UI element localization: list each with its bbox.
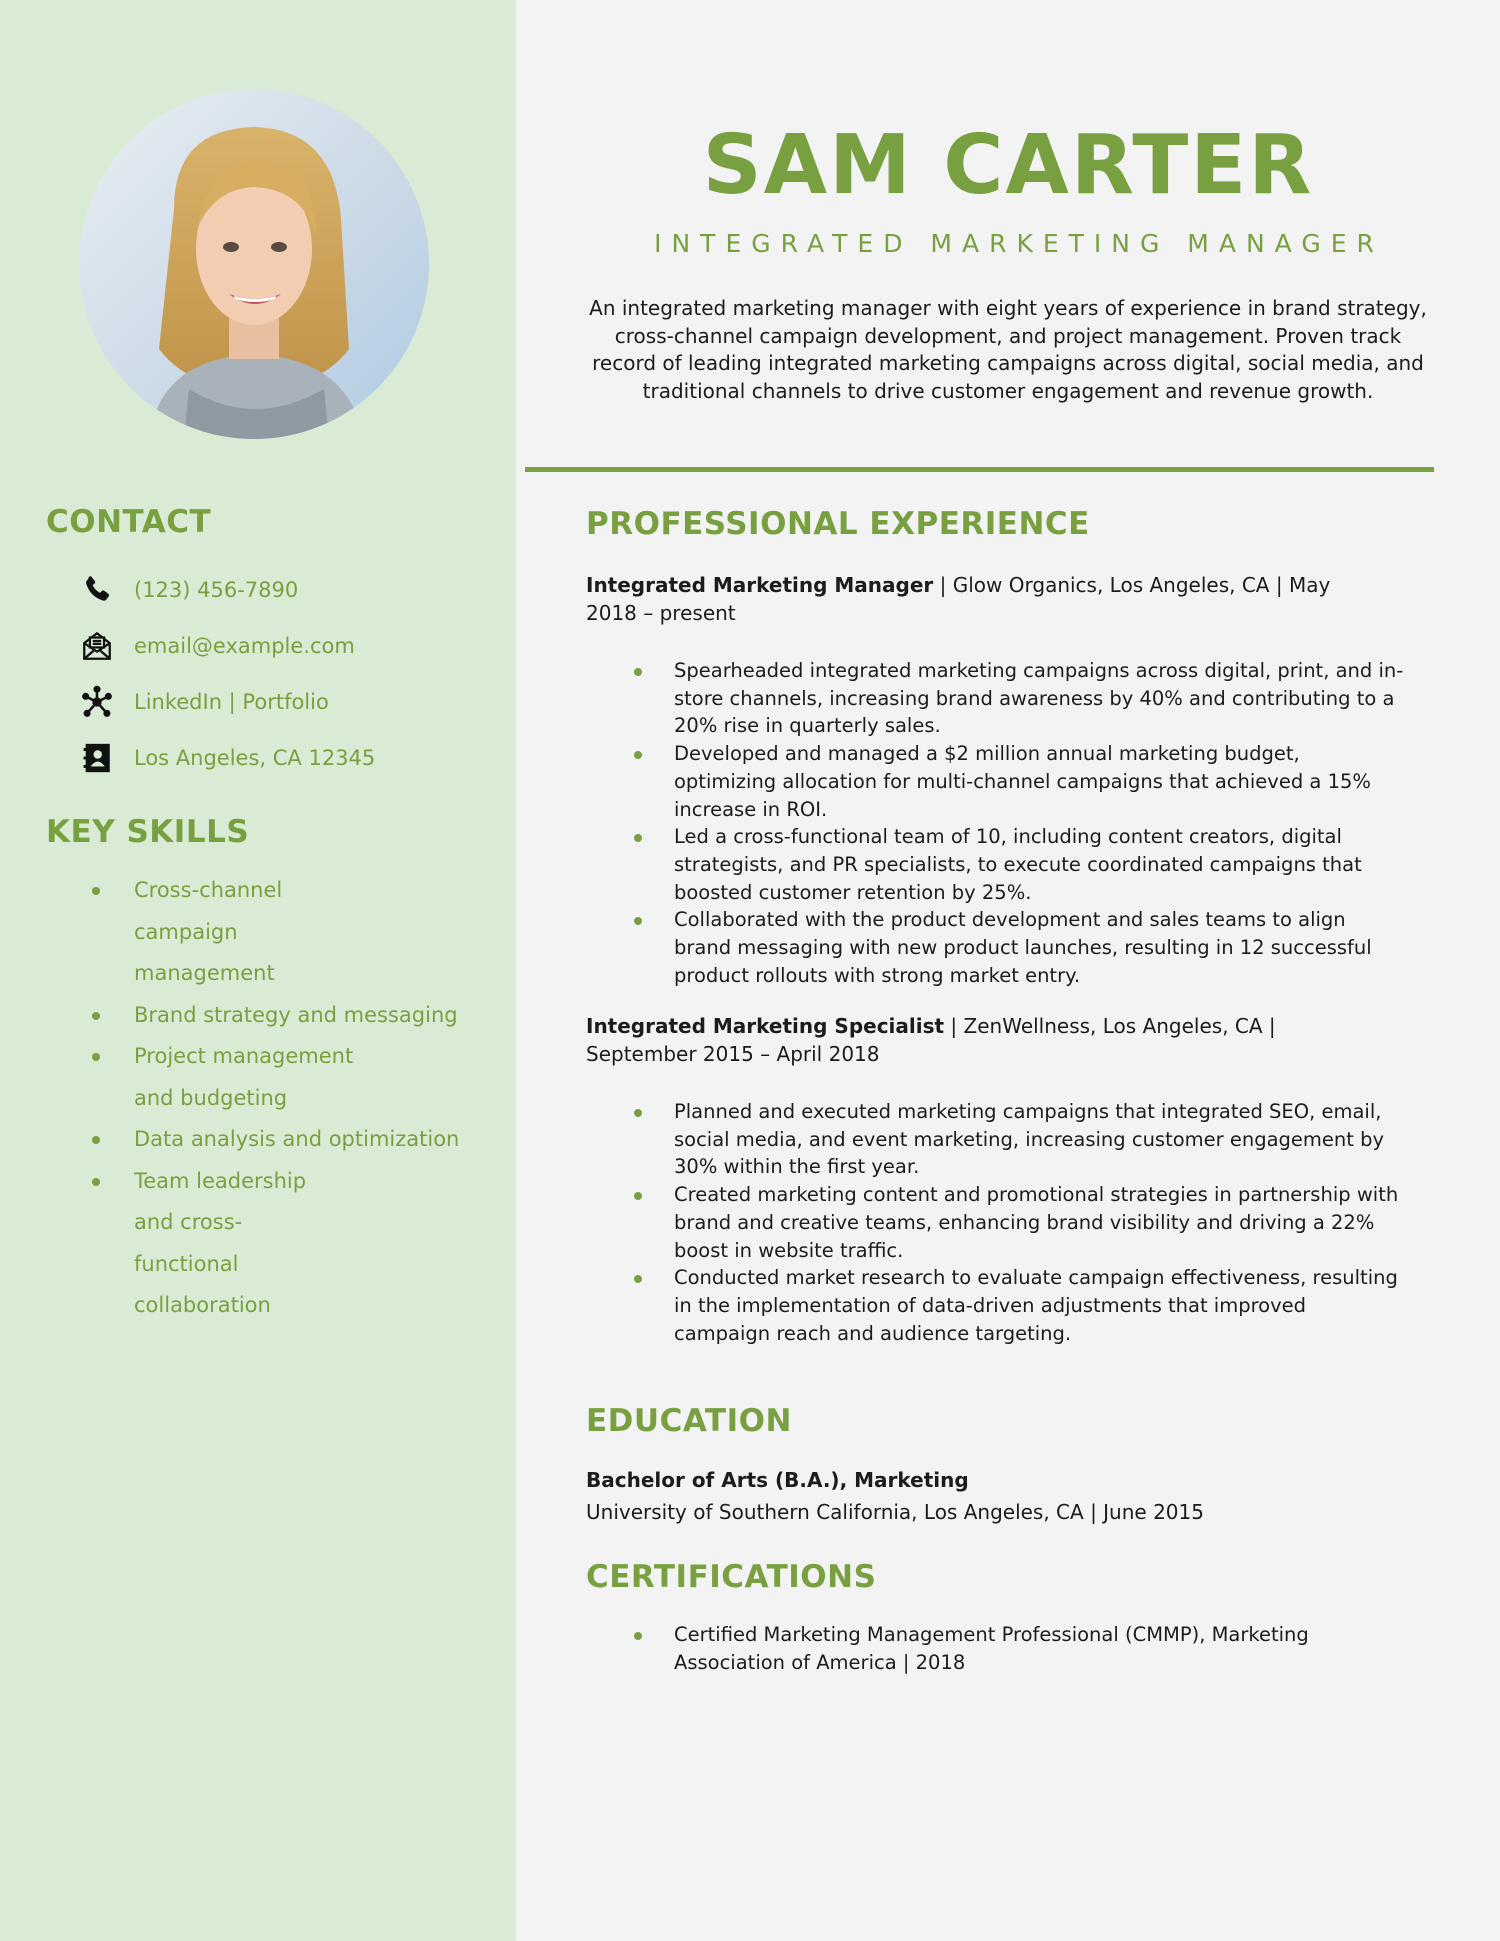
- bullet-item: Conducted market research to evaluate campaign effectiveness, resulting in the implementation of data-driven adjustments that improved campaign reach and audience targeting.: [586, 1264, 1406, 1347]
- contact-address-text: Los Angeles, CA 12345: [134, 746, 376, 770]
- divider: [525, 467, 1434, 472]
- skill-item: Project management and budgeting: [88, 1036, 384, 1119]
- job-bullets: [586, 657, 1406, 989]
- candidate-name: SAM CARTER: [702, 118, 1314, 213]
- summary: An integrated marketing manager with eight years of experience in brand strategy, cross-channel campaign development, and project management. Proven track record of leading integrated marketing campaigns across digital, social media, and traditional channels to drive customer engagement and revenue growth.: [589, 296, 1427, 403]
- job-bullets: [586, 1098, 1406, 1347]
- job-role: Integrated Marketing Specialist: [586, 1014, 945, 1038]
- job-details: | Glow Organics, Los Angeles, CA | May 2018 – present: [586, 573, 1331, 625]
- bullet-item: Developed and managed a $2 million annual marketing budget, optimizing allocation for multi-channel campaigns that achieved a 15% increase in ROI.: [586, 740, 1406, 823]
- experience-heading: PROFESSIONAL EXPERIENCE: [586, 506, 1090, 542]
- certification-item: Certified Marketing Management Professional (CMMP), Marketing Association of America | 2018: [586, 1621, 1406, 1676]
- job-header: [586, 1013, 1386, 1068]
- contact-links: [80, 674, 375, 730]
- contact-address: [80, 730, 375, 786]
- bullet-item: Spearheaded integrated marketing campaigns across digital, print, and in-store channels, increasing brand awareness by 40% and contributing to a 20% rise in quarterly sales.: [586, 657, 1406, 740]
- education-school: University of Southern California, Los Angeles, CA | June 2015: [586, 1500, 1204, 1524]
- job-header: [586, 572, 1386, 627]
- contact-email-text[interactable]: email@example.com: [134, 634, 355, 658]
- skill-item: Brand strategy and messaging: [88, 995, 488, 1037]
- skill-item: Data analysis and optimization: [88, 1119, 488, 1161]
- contact-list: [80, 562, 375, 786]
- address-book-icon: [80, 741, 114, 775]
- job-role: Integrated Marketing Manager: [586, 573, 934, 597]
- network-icon: [80, 685, 114, 719]
- profile-photo: [79, 89, 429, 439]
- certifications-list: [586, 1621, 1406, 1676]
- job-title: INTEGRATED MARKETING MANAGER: [654, 229, 1384, 258]
- skill-item: Cross-channel campaign management: [88, 870, 364, 995]
- envelope-icon: [80, 629, 114, 663]
- contact-phone: [80, 562, 375, 618]
- main-content: [516, 0, 1500, 1941]
- certifications-heading: CERTIFICATIONS: [586, 1559, 877, 1595]
- contact-email: [80, 618, 375, 674]
- skills-heading: KEY SKILLS: [46, 814, 250, 850]
- bullet-item: Planned and executed marketing campaigns that integrated SEO, email, social media, and event marketing, increasing customer engagement by 30% within the first year.: [586, 1098, 1406, 1181]
- skills-list: [88, 870, 488, 1327]
- skill-item: Team leadership and cross-functional collaboration: [88, 1161, 334, 1327]
- phone-icon: [80, 573, 114, 607]
- education-degree: Bachelor of Arts (B.A.), Marketing: [586, 1468, 969, 1492]
- education-heading: EDUCATION: [586, 1403, 792, 1439]
- bullet-item: Collaborated with the product development and sales teams to align brand messaging with new product launches, resulting in 12 successful product rollouts with strong market entry.: [586, 906, 1406, 989]
- sidebar: [0, 0, 516, 1941]
- bullet-item: Led a cross-functional team of 10, including content creators, digital strategists, and PR specialists, to execute coordinated campaigns that boosted customer retention by 25%.: [586, 823, 1406, 906]
- contact-phone-text: (123) 456-7890: [134, 578, 299, 602]
- bullet-item: Created marketing content and promotional strategies in partnership with brand and creative teams, enhancing brand visibility and driving a 22% boost in website traffic.: [586, 1181, 1406, 1264]
- contact-heading: CONTACT: [46, 504, 212, 540]
- contact-links-text[interactable]: LinkedIn | Portfolio: [134, 690, 329, 714]
- job-details: | ZenWellness, Los Angeles, CA | September 2015 – April 2018: [586, 1014, 1276, 1066]
